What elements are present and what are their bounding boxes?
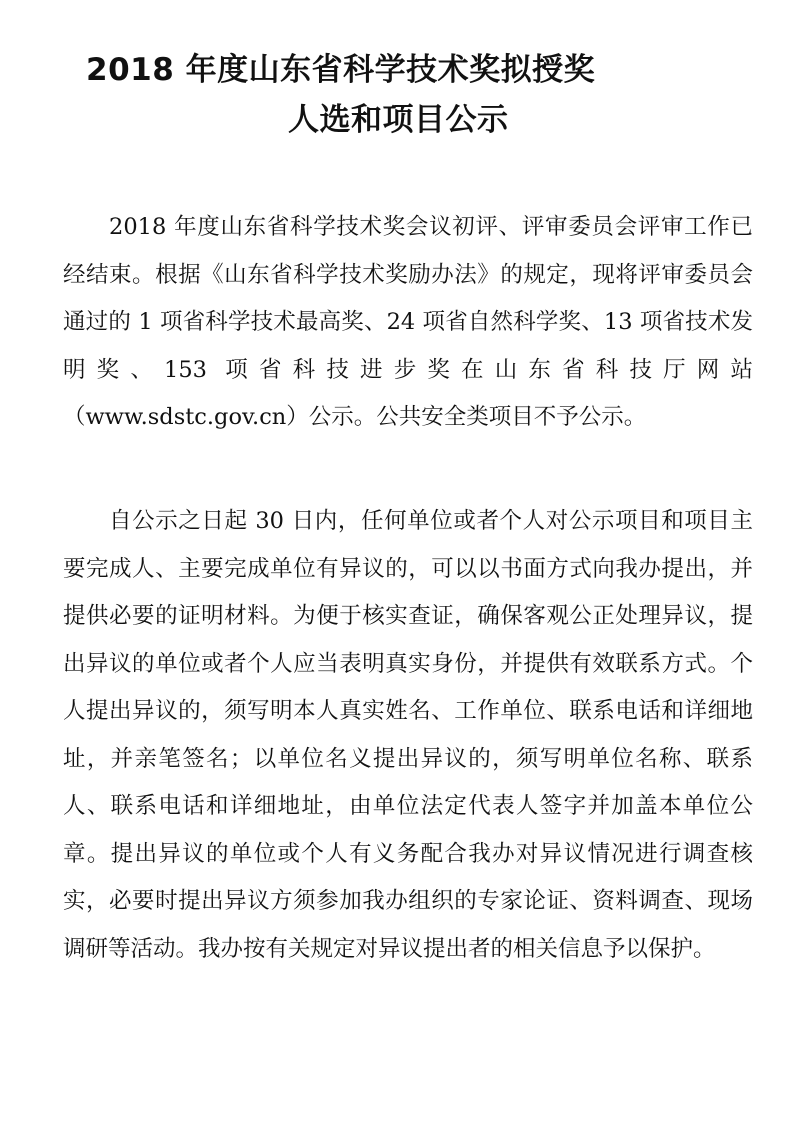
document-title-line-1: 2018 年度山东省科学技术奖拟授奖 (86, 52, 596, 88)
paragraph-announcement: 2018 年度山东省科学技术奖会议初评、评审委员会评审工作已经结束。根据《山东省科学技术奖励办法》的规定，现将评审委员会通过的 1 项省科学技术最高奖、24 项省自然科学奖、13 项省技术发明奖、153 项省科技进步奖在山东省科技厅网站（www.sdstc.gov.cn）公示。公共安全类项目不予公示。 (63, 214, 753, 430)
document-title-line-2: 人选和项目公示 (288, 102, 509, 138)
paragraph-objection-procedure: 自公示之日起 30 日内，任何单位或者个人对公示项目和项目主要完成人、主要完成单位有异议的，可以以书面方式向我办提出，并提供必要的证明材料。为便于核实查证，确保客观公正处理异议，提出异议的单位或者个人应当表明真实身份，并提供有效联系方式。个人提出异议的，须写明本人真实姓名、工作单位、联系电话和详细地址，并亲笔签名；以单位名义提出异议的，须写明单位名称、联系人、联系电话和详细地址，由单位法定代表人签字并加盖本单位公章。提出异议的单位或个人有义务配合我办对异议情况进行调查核实，必要时提出异议方须参加我办组织的专家论证、资料调查、现场调研等活动。我办按有关规定对异议提出者的相关信息予以保护。 (63, 508, 753, 962)
